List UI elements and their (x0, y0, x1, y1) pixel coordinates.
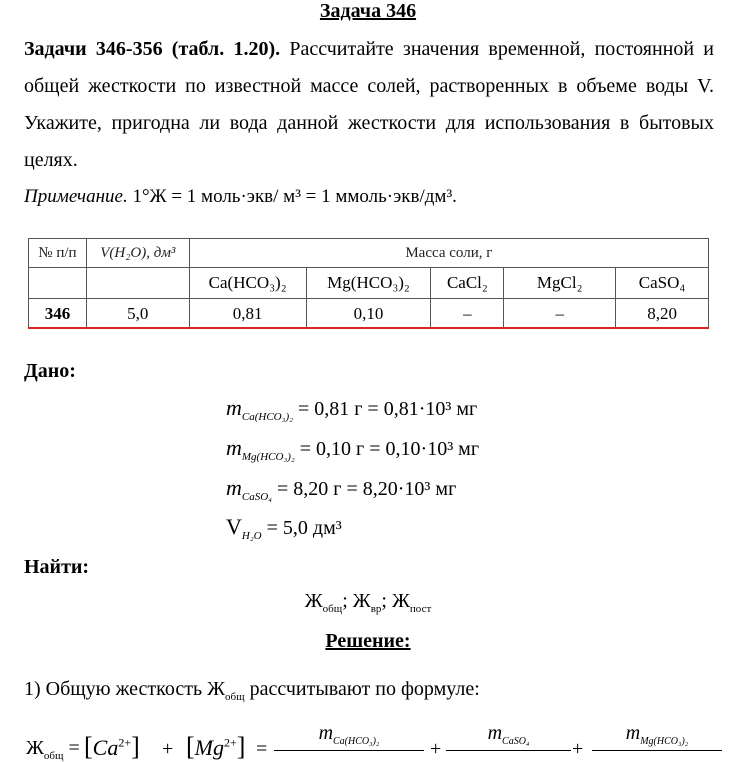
problem-reference: Задачи 346-356 (табл. 1.20). (24, 38, 281, 60)
salt-mass-table (28, 238, 709, 329)
note-text: 1°Ж = 1 моль·экв/ м³ = 1 ммоль·экв/дм³. (132, 186, 457, 207)
given-volume (226, 514, 342, 542)
cell-number: 346 (29, 299, 87, 329)
find-symbol: Ж (391, 590, 410, 612)
header-number: № п/п (29, 239, 87, 268)
step-text: 1) Общую жесткость (24, 678, 203, 700)
cell-mass: 8,20 (616, 299, 709, 329)
hardness-formula (26, 722, 726, 762)
volume-sub: H₂O (241, 530, 262, 542)
table-row (29, 299, 709, 329)
ion-charge: 2+ (118, 735, 132, 750)
ion-concentration: $[Mg^{2+}]$ (186, 732, 246, 761)
fraction-sub: Ca(HCO₃)₂ (333, 736, 380, 747)
note (24, 186, 457, 208)
plus-sign: + (572, 738, 584, 760)
step-text: рассчитывают по формуле: (249, 678, 480, 700)
step-sub: общ (225, 691, 245, 703)
given-sub: CaSO₄ (241, 491, 272, 503)
given-sub: Mg(HCO₃)₂ (241, 451, 295, 463)
header-empty (29, 268, 87, 299)
cell-mass: 0,81 (189, 299, 306, 329)
header-salt: Ca(HCO₃)₂ (189, 268, 306, 299)
ion-concentration: $[Ca^{2+}]$ (84, 732, 140, 761)
cell-mass: 0,10 (306, 299, 431, 329)
given-value: = 0,10 г = 0,10·10³ мг (299, 438, 480, 460)
fraction: $m_{CaSO_4}$ (446, 722, 571, 747)
equals-sign: = (256, 738, 268, 760)
given-sub: Ca(HCO₃)₂ (241, 411, 293, 423)
header-salt: CaCl₂ (431, 268, 504, 299)
fraction: $m_{Ca(HCO_3)_2}$ (274, 722, 424, 747)
fraction-bar (592, 750, 722, 751)
fraction-bar (274, 750, 424, 751)
lhs-symbol: Ж (26, 737, 44, 759)
header-volume: V(H₂O), дм³ (86, 239, 189, 268)
fraction-sub: CaSO₄ (502, 736, 530, 747)
fraction-sub: Mg(HCO₃)₂ (640, 736, 689, 747)
cell-volume: 5,0 (86, 299, 189, 329)
cell-mass: – (504, 299, 616, 329)
find-symbol: Ж (304, 590, 323, 612)
given-line: $m_{Mg(HCO_3)_2} = 0,10$ г = 0,10·10³ мг (226, 435, 480, 463)
find-heading: Найти: (24, 556, 90, 578)
find-symbol: Ж (352, 590, 371, 612)
find-sub: вр (370, 603, 382, 615)
table-underline (28, 327, 709, 329)
ion-symbol: Mg (194, 735, 224, 760)
header-salt: CaSO₄ (616, 268, 709, 299)
plus-sign: + (430, 738, 442, 760)
plus-sign: + (162, 738, 174, 760)
fraction-bar (446, 750, 571, 751)
find-sub: общ (322, 603, 343, 615)
find-items: $Ж_{общ}$; $Ж_{вр}$; $Ж_{пост}$ (304, 590, 432, 615)
cell-mass: – (431, 299, 504, 329)
header-salt: Mg(HCO₃)₂ (306, 268, 431, 299)
problem-text: Рассчитайте значения временной, постоянной и общей жесткости по известной массе солей, растворенных в объеме воды V. Укажите, пригодна ли вода данной жесткости для использования в бытовых целях. (24, 38, 714, 171)
given-value: = 8,20 г = 8,20·10³ мг (277, 478, 457, 500)
fraction: $m_{Mg(HCO_3)_2}$ (592, 722, 722, 747)
formula-lhs: $Ж_{общ}$ = (26, 737, 80, 762)
ion-charge: 2+ (224, 735, 237, 750)
step-symbol: Ж (207, 678, 226, 700)
note-label: Примечание. (24, 186, 128, 207)
header-salt-mass: Масса соли, г (189, 239, 708, 268)
page-title: Задача 346 (319, 0, 417, 22)
given-line: $m_{Ca(HCO_3)_2} = 0,81$ г = 0,81·10³ мг (226, 395, 478, 423)
lhs-sub: общ (43, 750, 64, 762)
find-sub: пост (409, 603, 432, 615)
ion-symbol: Ca (92, 735, 119, 760)
given-value: = 0,81 г = 0,81·10³ мг (297, 398, 478, 420)
solution-heading: Решение: (325, 630, 411, 652)
volume-value: = 5,0 дм³ (266, 517, 342, 539)
given-line: $m_{CaSO_4} = 8,20$ г = 8,20·10³ мг (226, 475, 457, 503)
volume-symbol: V (226, 514, 242, 539)
header-empty (86, 268, 189, 299)
header-salt: MgCl₂ (504, 268, 616, 299)
problem-statement (24, 31, 714, 179)
given-heading: Дано: (24, 360, 76, 382)
solution-step-1 (24, 678, 480, 703)
